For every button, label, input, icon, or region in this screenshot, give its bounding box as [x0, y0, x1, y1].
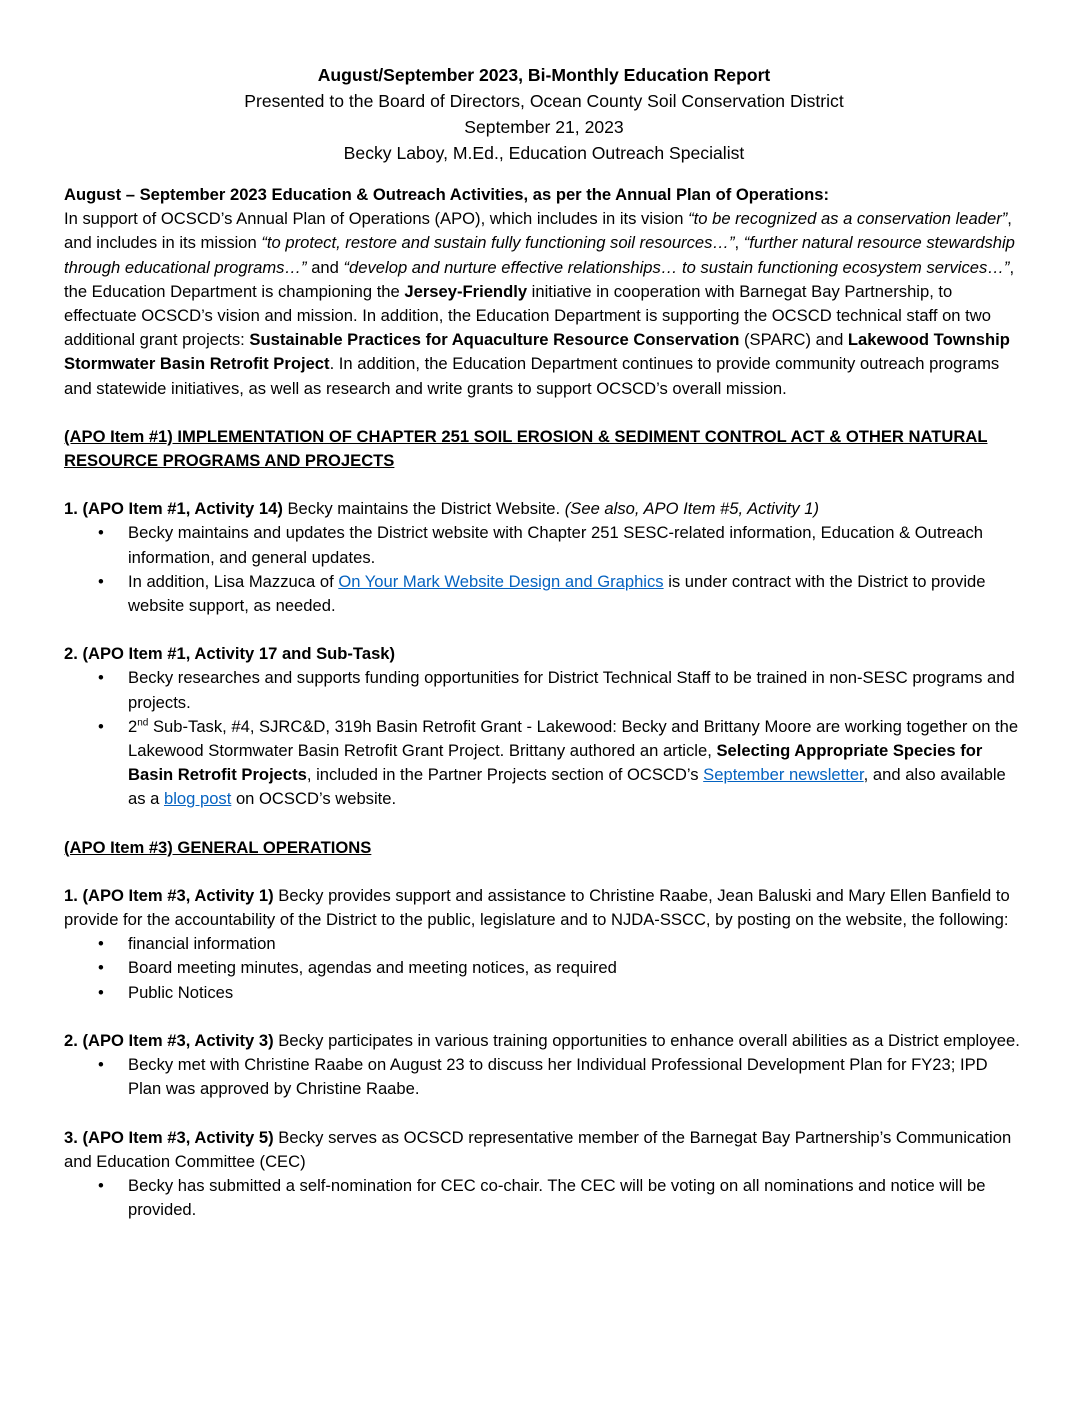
list-item: • Becky met with Christine Raabe on August 23 to discuss her Individual Professional Development Plan for FY23; IPD Plan was approved by Christine Raabe.: [64, 1053, 1024, 1101]
apo3-item2: 2. (APO Item #3, Activity 3) Becky participates in various training opportunities to enhance overall abilities as a District employee.: [64, 1030, 1020, 1050]
apo3-item3: 3. (APO Item #3, Activity 5) Becky serves as OCSCD representative member of the Barnegat Bay Partnership’s Communication and Education Committee (CEC): [64, 1127, 1012, 1171]
list-item: • 2nd Sub-Task, #4, SJRC&D, 319h Basin Retrofit Grant - Lakewood: Becky and Brittany Moore are working together on the Lakewood Stormwater Basin Retrofit Grant Project. Brittany authored an article, Selecting Appropriate Species for Basin Retrofit Projects, included in the Partner Projects section of OCSCD’s September newsletter, and also available as a blog post on OCSCD’s website.: [64, 715, 1024, 812]
list-item: • In addition, Lisa Mazzuca of On Your Mark Website Design and Graphics is under contract with the District to provide website support, as needed.: [64, 570, 1024, 618]
list-item: • Public Notices: [64, 981, 1024, 1005]
apo3-item3-list: [64, 1174, 1024, 1222]
list-item: • Board meeting minutes, agendas and meeting notices, as required: [64, 956, 1024, 980]
apo1-item2-list: [64, 666, 1024, 811]
apo3-item2-list: [64, 1053, 1024, 1101]
apo3-item1: 1. (APO Item #3, Activity 1) Becky provides support and assistance to Christine Raabe, Jean Baluski and Mary Ellen Banfield to provide for the accountability of the District to the public, legislature and to NJDA-SSCC, by posting on the website, the following:: [64, 885, 1010, 930]
list-item: • Becky has submitted a self-nomination for CEC co-chair. The CEC will be voting on all nominations and notice will be provided.: [64, 1174, 1024, 1222]
list-item: • Becky maintains and updates the District website with Chapter 251 SESC-related information, Education & Outreach information, and general updates.: [64, 521, 1024, 569]
list-item: • Becky researches and supports funding opportunities for District Technical Staff to be trained in non-SESC programs and projects.: [64, 666, 1024, 714]
report-header: [64, 62, 1024, 166]
report-subtitle: Presented to the Board of Directors, Ocean County Soil Conservation District: [244, 91, 844, 111]
report-title: August/September 2023, Bi-Monthly Education Report: [317, 65, 771, 85]
blog-post-link[interactable]: blog post: [163, 789, 232, 809]
apo1-item1: 1. (APO Item #1, Activity 14) Becky maintains the District Website. (See also, APO Item #5, Activity 1): [64, 499, 819, 519]
apo3-heading: (APO Item #3) GENERAL OPERATIONS: [64, 837, 372, 857]
apo1-heading: (APO Item #1) IMPLEMENTATION OF CHAPTER 251 SOIL EROSION & SEDIMENT CONTROL ACT & OTHER NATURAL RESOURCE PROGRAMS AND PROJECTS: [64, 426, 988, 471]
apo1-item2: 2. (APO Item #1, Activity 17 and Sub-Task): [64, 644, 396, 664]
list-item: • financial information: [64, 932, 1024, 956]
apo1-item1-list: [64, 521, 1024, 618]
report-author: Becky Laboy, M.Ed., Education Outreach Specialist: [343, 143, 745, 163]
september-newsletter-link[interactable]: September newsletter: [703, 765, 864, 785]
intro-paragraph: In support of OCSCD’s Annual Plan of Operations (APO), which includes in its vision “to be recognized as a conservation leader”, and includes in its mission “to protect, restore and sustain fully functioning soil resources…”, “further natural resource stewardship through educational programs…” and “develop and nurture effective relationships… to sustain functioning ecosystem services…”, the Education Department is championing the Jersey-Friendly initiative in cooperation with Barnegat Bay Partnership, to effectuate OCSCD’s vision and mission. In addition, the Education Department is supporting the OCSCD technical staff on two additional grant projects: Sustainable Practices for Aquaculture Resource Conservation (SPARC) and Lakewood Township Stormwater Basin Retrofit Project. In addition, the Education Department continues to provide community outreach programs and statewide initiatives, as well as research and write grants to support OCSCD’s overall mission.: [64, 209, 1015, 398]
report-date: September 21, 2023: [464, 117, 624, 137]
apo3-item1-list: [64, 932, 1024, 1005]
intro-heading: August – September 2023 Education & Outreach Activities, as per the Annual Plan of Operations:: [64, 185, 830, 204]
on-your-mark-link[interactable]: On Your Mark Website Design and Graphics: [338, 571, 664, 591]
